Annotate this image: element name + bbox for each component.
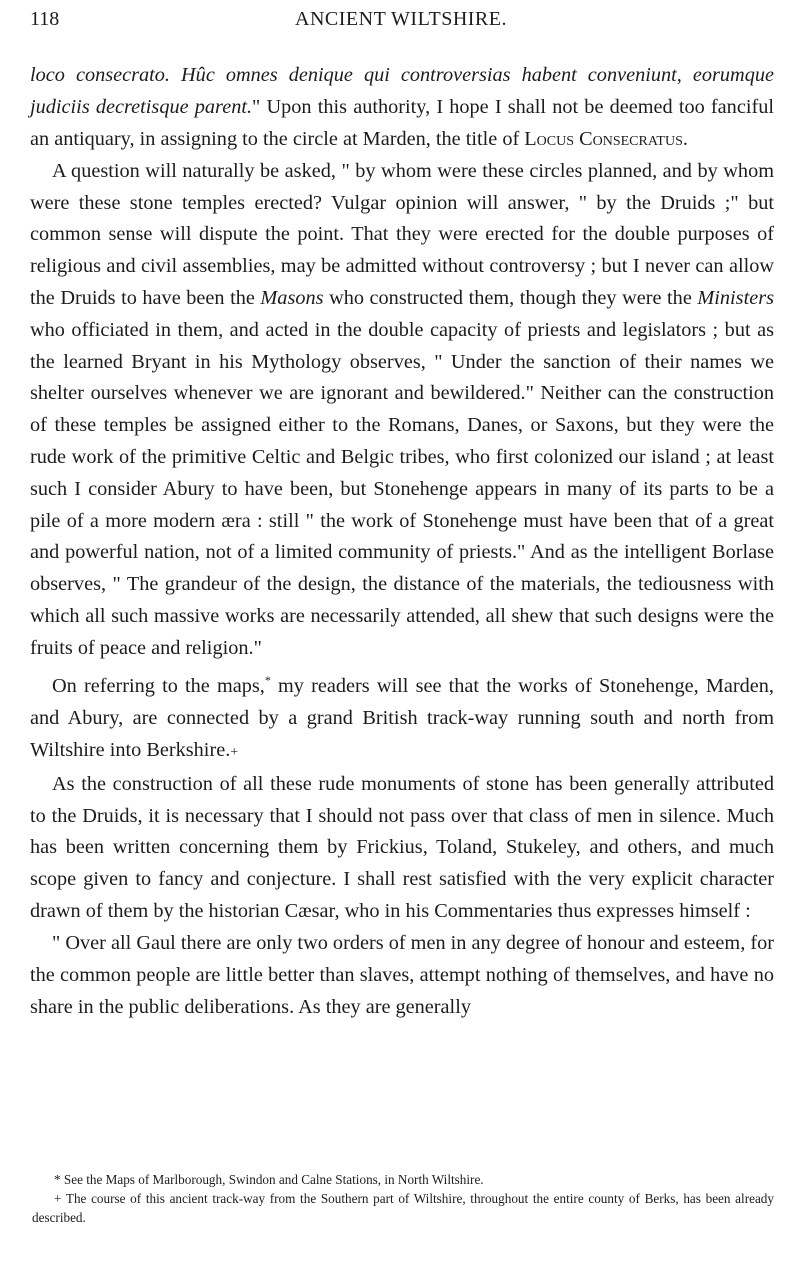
footnote-2: + The course of this ancient track-way from the Southern part of Wiltshire, throughout the entire county of Berks, has been already described. [32, 1191, 774, 1225]
footnote-mark-2[interactable]: + [230, 744, 239, 760]
locus-consecratus: Locus Consecratus. [524, 127, 688, 150]
paragraph-3-text-a: On referring to the maps, [52, 674, 265, 697]
paragraph-2-text-b: who constructed them, though they were the [323, 287, 698, 310]
footnotes [32, 1170, 774, 1227]
page-header [30, 8, 772, 34]
body-text [30, 60, 774, 1024]
ministers-emphasis: Ministers [697, 287, 774, 310]
page-number: 118 [30, 8, 60, 30]
paragraph-2-text-c: who officiated in them, and acted in the double capacity of priests and legislators ; but as the learned Bryant in his Mythology observes, " Under the sanction of their names we shelter ourselves whenever we are ignorant and bewildered." Neither can the construction of these temples be assigned either to the Romans, Danes, or Saxons, but they were the rude work of the primitive Celtic and Belgic tribes, who first colonized our island ; at least such I consider Abury to have been, but Stonehenge appears in many of its parts to be a pile of a more modern æra : still " the work of Stonehenge must have been that of a great and powerful nation, not of a limited community of priests." And as the intelligent Borlase observes, " The grandeur of the design, the distance of the materials, the tediousness with which all such massive works are necessarily attended, all shew that such designs were the fruits of peace and religion." [30, 318, 774, 659]
paragraph-4: As the construction of all these rude monuments of stone has been generally attributed to the Druids, it is necessary that I should not pass over that class of men in silence. Much has been written concerning them by Frickius, Toland, Stukeley, and others, and much scope given to fancy and conjecture. I shall rest satisfied with the very explicit character drawn of them by the historian Cæsar, who in his Commentaries thus expresses himself : [30, 772, 774, 922]
paragraph-1-text: " Upon this authority, I hope I shall not be deemed too fanciful an antiquary, in assigning to the circle at Marden, the title of [30, 95, 774, 150]
paragraph-3 [30, 665, 774, 768]
footnote-1: * See the Maps of Marlborough, Swindon and Calne Stations, in North Wiltshire. [54, 1172, 484, 1187]
paragraph-5: " Over all Gaul there are only two orders of men in any degree of honour and esteem, for the common people are little better than slaves, attempt nothing of themselves, and have no share in the public deliberations. As they are generally [30, 932, 774, 1018]
masons-emphasis: Masons [260, 287, 324, 310]
paragraph-2-text-a: A question will naturally be asked, " by whom were these circles planned, and by whom were these stone temples erected? Vulgar opinion will answer, " by the Druids ;" but common sense will dispute the point. That they were erected for the double purposes of religious and civil assemblies, may be admitted without controversy ; but I never can allow the Druids to have been the [30, 159, 774, 310]
paragraph-2 [30, 156, 774, 665]
footnote-mark-1[interactable]: * [264, 673, 271, 688]
running-title: ANCIENT WILTSHIRE. [295, 8, 507, 30]
latin-quote: loco consecrato. Hûc omnes denique qui controversias habent conveniunt, eorumque judiciis decretisque parent. [30, 64, 774, 118]
paragraph-3-text-b: my readers will see that the works of Stonehenge, Marden, and Abury, are connected by a grand British track-way running south and north from Wiltshire into Berkshire. [30, 674, 775, 761]
paragraph-1 [30, 60, 774, 155]
